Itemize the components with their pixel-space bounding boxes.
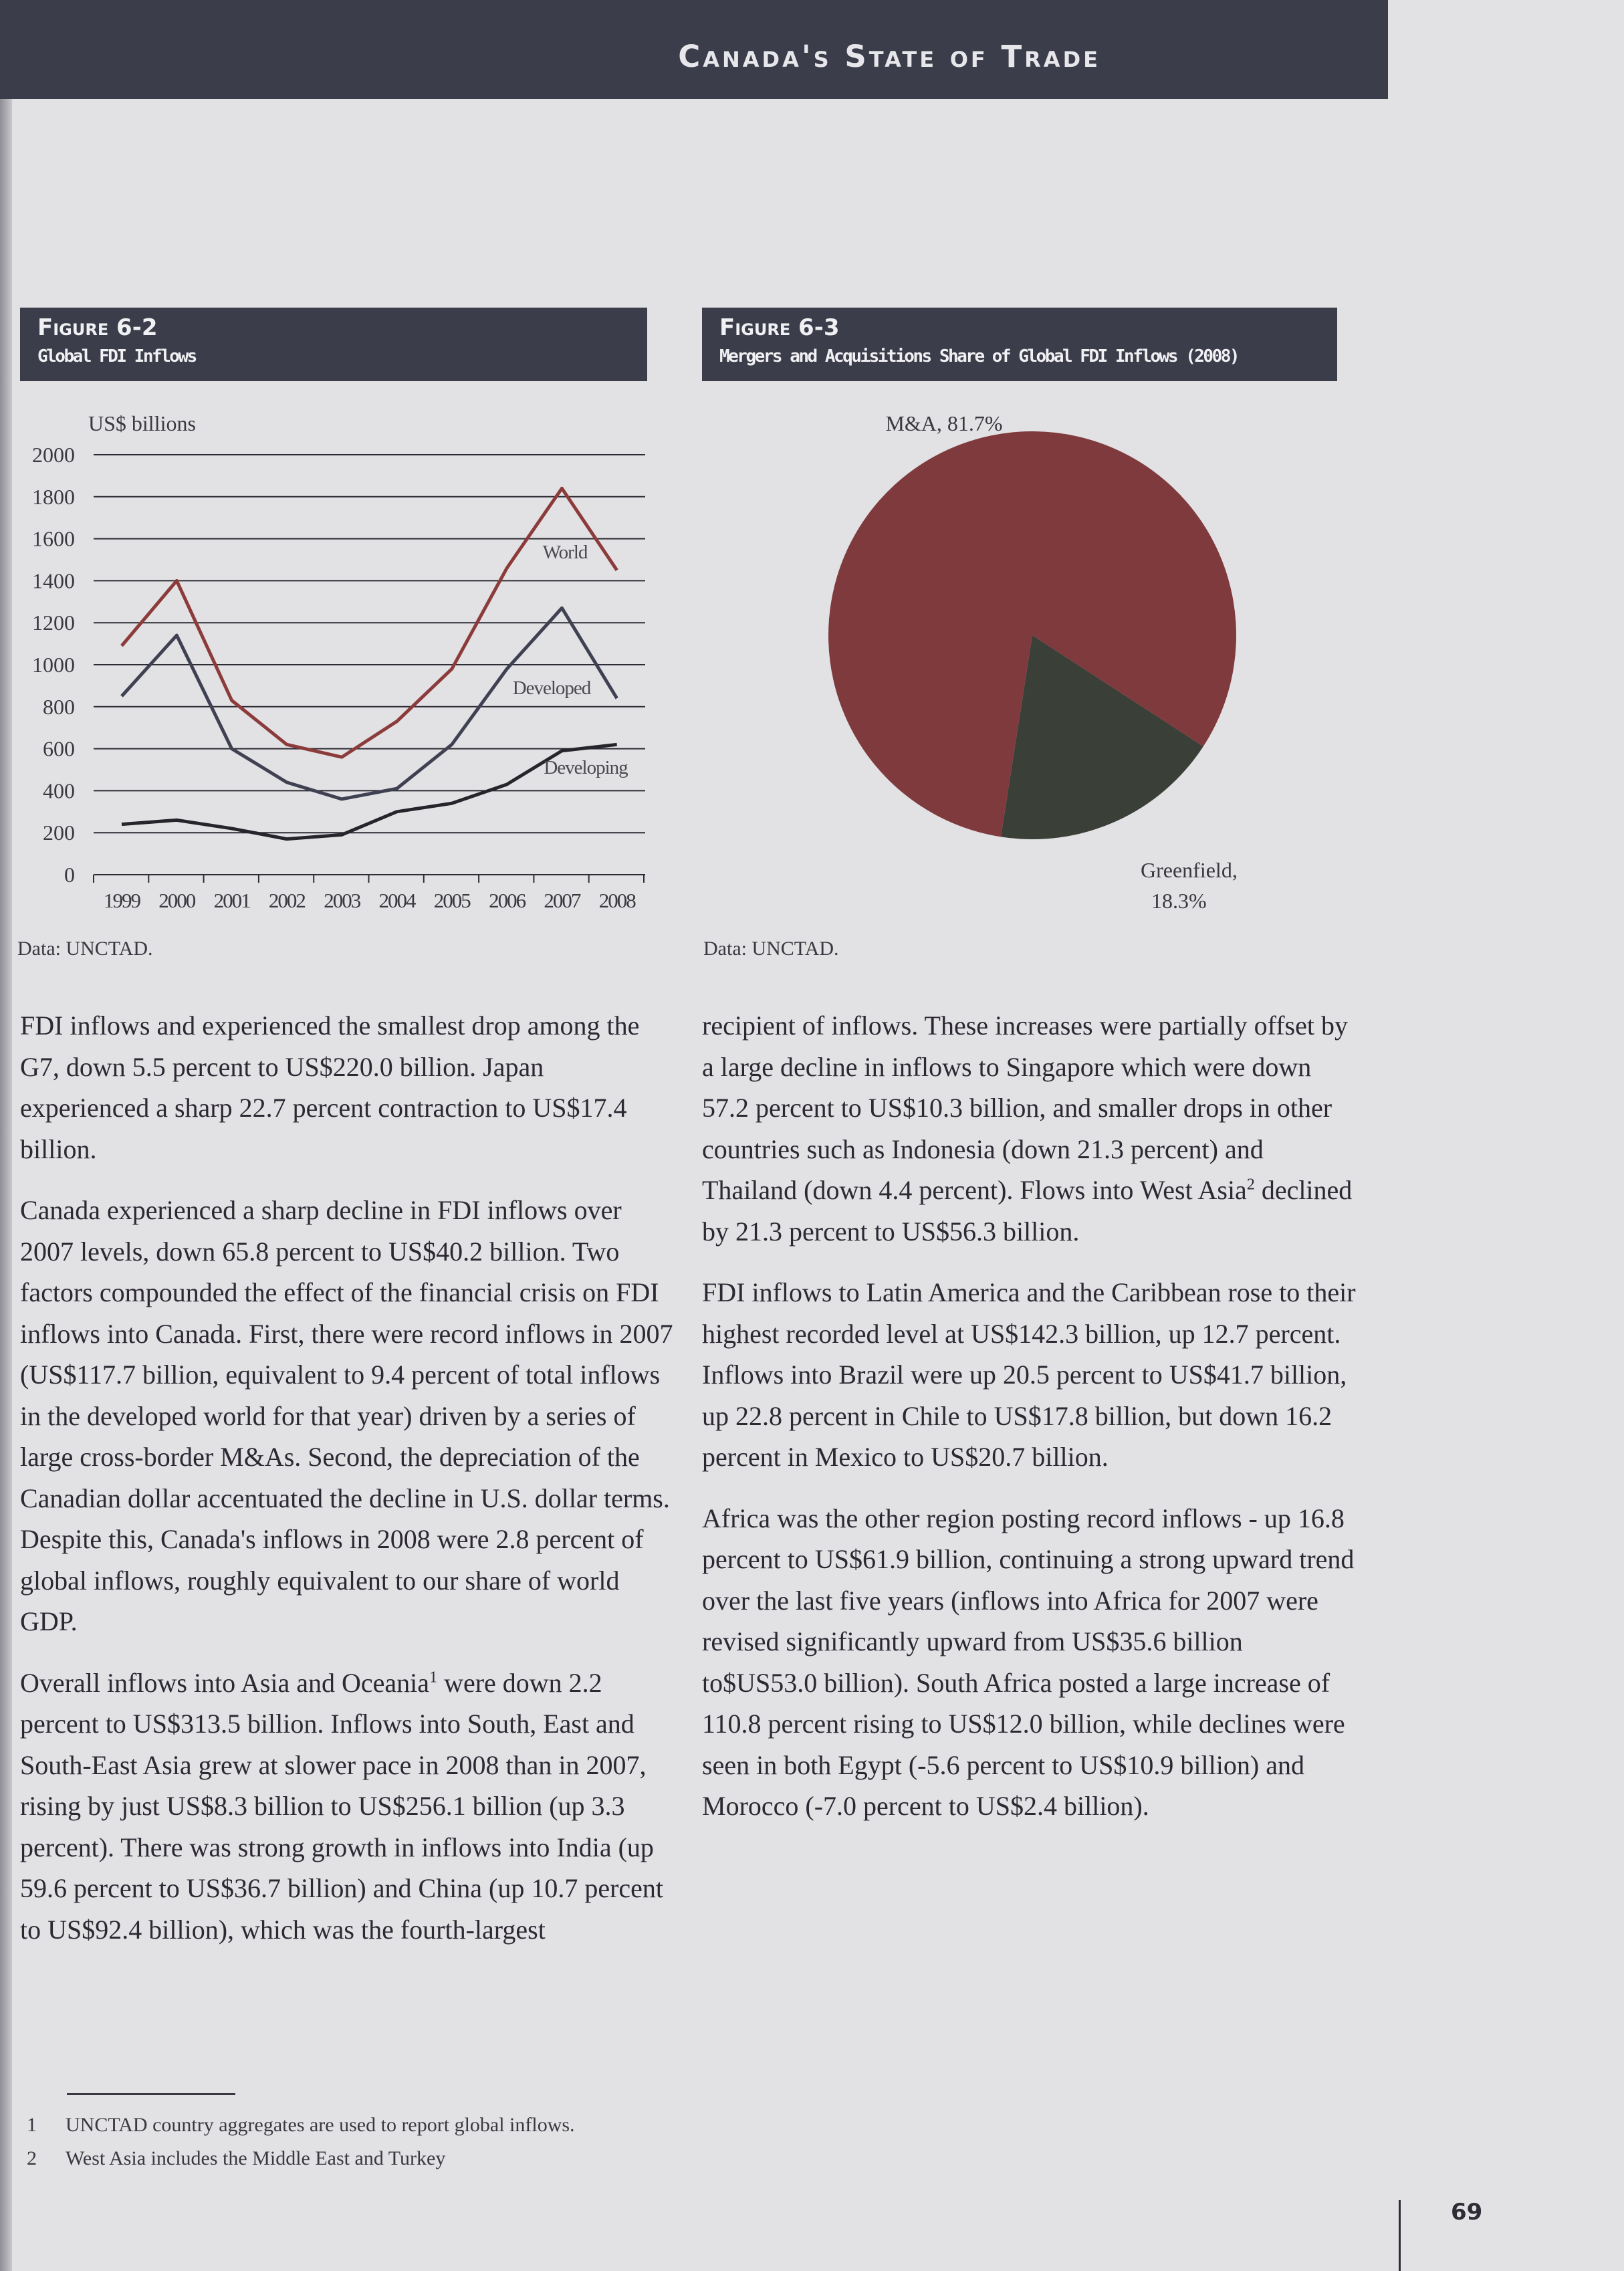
x-tick-label: 1999	[104, 889, 140, 912]
figure-6-2-source: Data: UNCTAD.	[17, 938, 153, 960]
series-label: Developing	[544, 757, 628, 778]
y-tick-label: 400	[43, 778, 75, 803]
x-tick-label: 2004	[378, 889, 415, 912]
running-head: Canada's State of Trade	[678, 39, 1100, 74]
y-tick-label: 0	[64, 863, 75, 887]
y-tick-label: 1200	[32, 611, 75, 635]
paragraph: FDI inflows and experienced the smallest drop among the G7, down 5.5 percent to US$220.0 billion. Japan experienced a sharp 22.7 percent contraction to US$17.4 billion.	[20, 1010, 640, 1164]
y-axis-label: US$ billions	[88, 411, 196, 435]
x-tick-label: 2008	[598, 889, 635, 912]
figure-6-2-header	[20, 308, 647, 381]
x-tick-label: 2005	[433, 889, 470, 912]
x-tick-label: 2003	[324, 889, 360, 912]
global-fdi-line-chart	[0, 401, 669, 930]
footnote-ref: 2	[1246, 1176, 1255, 1194]
series-label: World	[542, 542, 588, 563]
x-tick-label: 2000	[158, 889, 195, 912]
page-number: 69	[1451, 2199, 1483, 2226]
paragraph: Canada experienced a sharp decline in FDI inflows over 2007 levels, down 65.8 percent to US$40.2 billion. Two factors compounded the effect of the financial crisis on FDI inflows into Canada. First, there were record inflows in 2007 (US$117.7 billion, equivalent to 9.4 percent of total inflows in the developed world for that year) driven by a series of large cross-border M&As. Second, the depreciation of the Canadian dollar accentuated the decline in U.S. dollar terms. Despite this, Canada's inflows in 2008 were 2.8 percent of global inflows, roughly equivalent to our share of world GDP.	[20, 1195, 673, 1636]
page-number-rule	[1399, 2200, 1401, 2271]
figure-6-3-header	[702, 308, 1337, 381]
paragraph: Overall inflows into Asia and Oceania$^1$ were down 2.2 percent to US$313.5 billion. Inflows into South, East and South-East Asia grew at slower pace in 2008 than in 2007, rising by just US$8.3 billion to US$256.1 billion (up 3.3 percent). There was strong growth in inflows into India (up 59.6 percent to US$36.7 billion) and China (up 10.7 percent to US$92.4 billion), which was the fourth-largest	[20, 1667, 664, 1945]
page-spine-shadow	[0, 0, 12, 2271]
footnote-ref: 1	[429, 1668, 438, 1687]
footnote-rule	[67, 2093, 235, 2095]
figure-number: Figure 6-2	[37, 314, 158, 341]
figure-number: Figure 6-3	[719, 314, 840, 341]
pie-label-greenfield-value: 18.3%	[1151, 889, 1207, 913]
x-tick-label: 2006	[489, 889, 526, 912]
figure-title: Mergers and Acquisitions Share of Global FDI Inflows (2008)	[719, 346, 1239, 366]
header-bar	[0, 0, 1388, 99]
figure-6-3-source: Data: UNCTAD.	[703, 938, 839, 960]
series-line-developed	[122, 608, 617, 799]
y-tick-label: 1600	[32, 526, 75, 551]
y-tick-label: 600	[43, 736, 75, 761]
pie-label-ma: M&A, 81.7%	[885, 411, 1003, 435]
figure-title: Global FDI Inflows	[37, 346, 196, 366]
y-tick-label: 1400	[32, 568, 75, 593]
x-tick-label: 2002	[268, 889, 305, 912]
paragraph: recipient of inflows. These increases were partially offset by a large decline in inflows to Singapore which were down 57.2 percent to US$10.3 billion, and smaller drops in other countries such as Indonesia (down 21.3 percent) and Thailand (down 4.4 percent). Flows into West Asia$^2$ declined by 21.3 percent to US$56.3 billion.	[702, 1010, 1353, 1247]
series-label: Developed	[512, 677, 591, 699]
y-tick-label: 1000	[32, 653, 75, 677]
footnotes	[27, 2108, 575, 2175]
paragraph: Africa was the other region posting record inflows - up 16.8 percent to US$61.9 billion, continuing a strong upward trend over the last five years (inflows into Africa for 2007 were revised significantly upward from US$35.6 billion to$US53.0 billion). South Africa posted a large increase of 110.8 percent rising to US$12.0 billion, while declines were seen in both Egypt (-5.6 percent to US$10.9 billion) and Morocco (-7.0 percent to US$2.4 billion).	[702, 1503, 1355, 1821]
ma-share-pie-chart	[702, 401, 1371, 930]
y-tick-label: 1800	[32, 484, 75, 509]
footnote: 2 West Asia includes the Middle East and Turkey	[27, 2147, 446, 2169]
body-column-right	[702, 1005, 1364, 1847]
y-tick-label: 200	[43, 821, 75, 845]
paragraph: FDI inflows to Latin America and the Caribbean rose to their highest recorded level at US$142.3 billion, up 12.7 percent. Inflows into Brazil were up 20.5 percent to US$41.7 billion, up 22.8 percent in Chile to US$17.8 billion, but down 16.2 percent in Mexico to US$20.7 billion.	[702, 1277, 1356, 1472]
series-line-developing	[122, 744, 617, 839]
pie-label-greenfield: Greenfield,	[1141, 858, 1238, 882]
body-column-left	[20, 1005, 675, 1970]
y-tick-label: 2000	[32, 443, 75, 467]
x-tick-label: 2001	[213, 889, 250, 912]
footnote: 1 UNCTAD country aggregates are used to report global inflows.	[27, 2114, 575, 2136]
y-tick-label: 800	[43, 694, 75, 719]
x-tick-label: 2007	[544, 889, 580, 912]
